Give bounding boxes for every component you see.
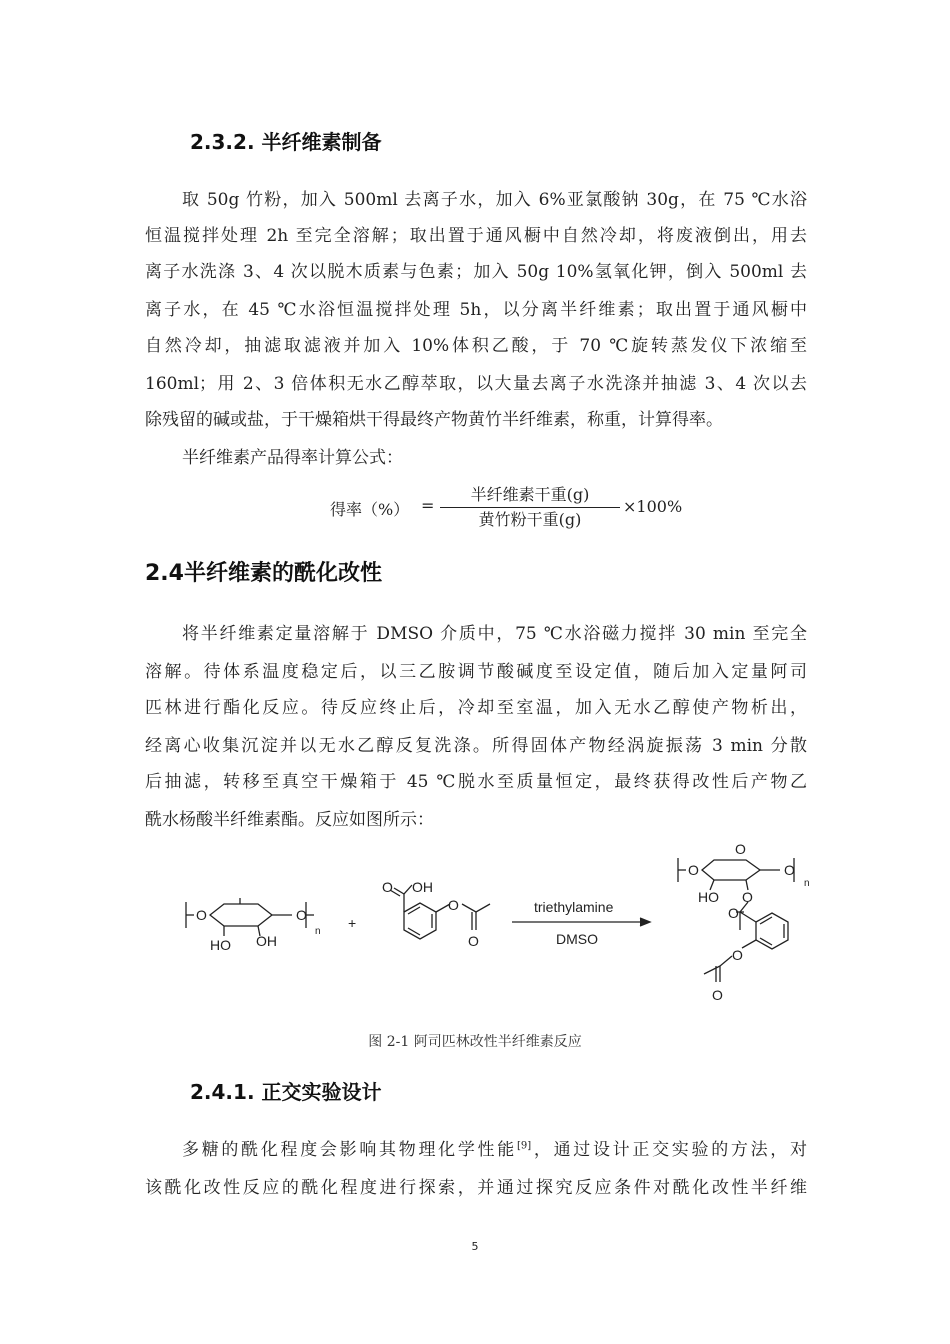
text-line: 离子水，在 45 ℃水浴恒温搅拌处理 5h，以分离半纤维素；取出置于通风橱中 [145,300,807,320]
text-line: 将半纤维素定量溶解于 DMSO 介质中，75 ℃水浴磁力搅拌 30 min 至完全 [182,624,807,644]
label-o: O [728,905,739,921]
formula-fraction [440,484,620,531]
formula-lhs: 得率（%） [330,500,410,519]
text-line: 取 50g 竹粉，加入 500ml 去离子水，加入 6%亚氯酸钠 30g，在 75 ℃水浴 [182,190,807,210]
formula-equals: = [421,496,435,515]
citation-ref[interactable]: [9] [516,1140,532,1152]
aspirin-structure [390,885,490,939]
text-line: 该酰化改性反应的酰化程度进行探索，并通过探究反应条件对酰化改性半纤维 [145,1178,807,1198]
text-line: 经离心收集沉淀并以无水乙醇反复洗涤。所得固体产物经涡旋振荡 3 min 分散 [145,736,807,756]
label-o: O [382,879,393,895]
label-o: O [735,841,746,857]
text-line: 自然冷却，抽滤取滤液并加入 10%体积乙酸，于 70 ℃旋转蒸发仪下浓缩至 [145,336,807,356]
reagent-label: triethylamine [534,899,614,915]
text-line: 除残留的碱或盐，于干燥箱烘干得最终产物黄竹半纤维素，称重，计算得率。 [145,410,723,430]
figure-caption: 图 2-1 阿司匹林改性半纤维素反应 [368,1034,582,1050]
section-heading-2-3-2: 2.3.2. 半纤维素制备 [190,130,382,154]
fraction-bar [440,507,620,508]
formula-rhs: ×100% [623,497,683,516]
text-fragment: 多糖的酰化程度会影响其物理化学性能 [182,1140,517,1160]
formula-intro: 半纤维素产品得率计算公式： [182,448,403,468]
text-line: 溶解。待体系温度稳定后，以三乙胺调节酸碱度至设定值，随后加入定量阿司 [145,662,807,682]
plus-sign: + [348,915,357,931]
label-n: n [804,878,810,889]
label-o: O [732,947,743,963]
text-line: 匹林进行酯化反应。待反应终止后，冷却至室温，加入无水乙醇使产物析出， [145,698,807,718]
solvent-label: DMSO [556,931,598,947]
section-heading-2-4-1: 2.4.1. 正交实验设计 [190,1080,382,1104]
text-line: 160ml；用 2、3 倍体积无水乙醇萃取，以大量去离子水洗涤并抽滤 3、4 次以去 [145,374,807,394]
text-line: 离子水洗涤 3、4 次以脱木质素与色素；加入 50g 10%氢氧化钾，倒入 500ml 去 [145,262,807,282]
text-fragment: ，通过设计正交实验的方法，对 [531,1140,808,1160]
label-o: O [196,907,207,923]
label-o: O [784,862,795,878]
label-ho: HO [210,937,231,953]
page-number: 5 [471,1240,479,1253]
label-o: O [448,897,459,913]
label-o: O [468,933,479,949]
label-n: n [315,926,321,937]
text-line: 酰水杨酸半纤维素酯。反应如图所示： [145,810,434,830]
section-heading-2-4: 2.4半纤维素的酰化改性 [145,561,382,586]
formula-denominator: 黄竹粉干重(g) [478,510,582,529]
label-o: O [712,987,723,1003]
label-oh: OH [412,879,433,895]
reaction-scheme [180,840,830,1010]
text-line: 后抽滤，转移至真空干燥箱于 45 ℃脱水至质量恒定，最终获得改性后产物乙 [145,772,807,792]
label-o: O [742,889,753,905]
label-o: O [688,862,699,878]
text-line: 恒温搅拌处理 2h 至完全溶解；取出置于通风橱中自然冷却，将废液倒出，用去 [145,226,807,246]
label-ho: HO [698,889,719,905]
formula-numerator: 半纤维素干重(g) [470,485,590,504]
text-line [182,1138,807,1162]
label-o: O [296,907,307,923]
label-oh: OH [256,933,277,949]
reaction-scheme-svg [180,840,830,1010]
